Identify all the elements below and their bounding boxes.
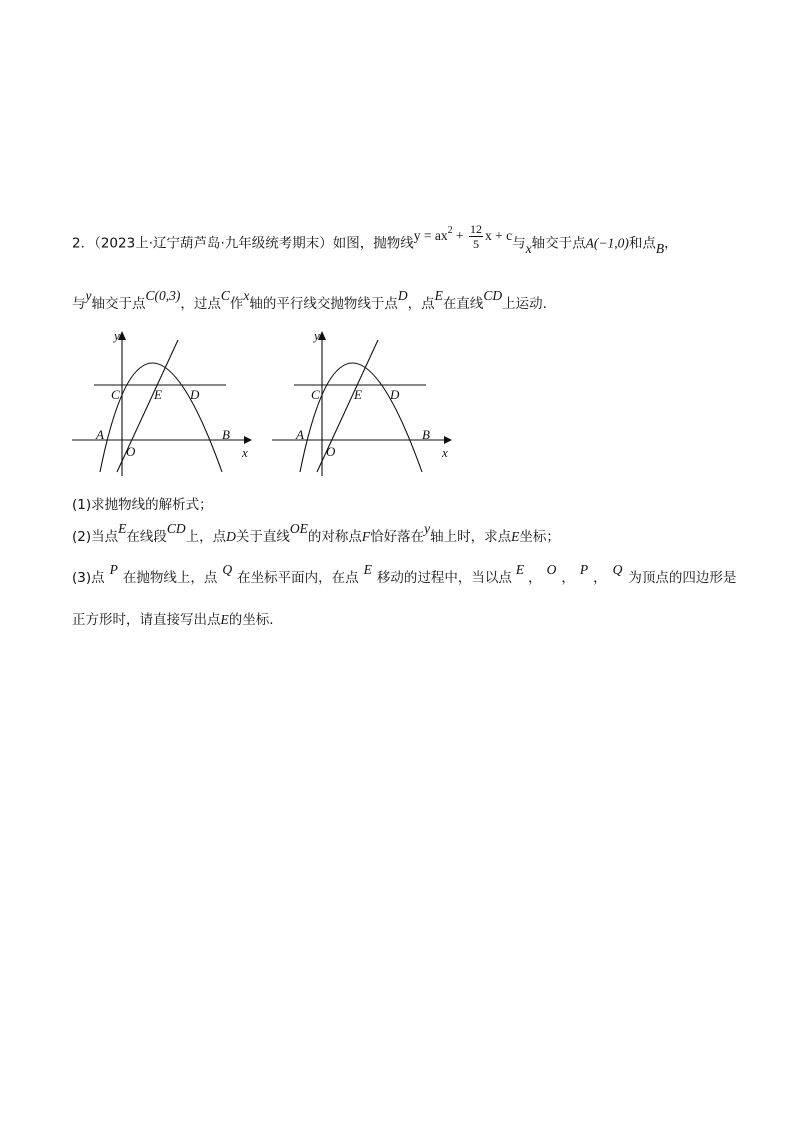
label-b: B (222, 427, 230, 442)
problem-line-2 (72, 288, 547, 312)
question-text: 关于直线 (235, 529, 290, 545)
math-q: Q (222, 562, 233, 577)
question-text: 的坐标. (228, 612, 274, 628)
question-text: (3)点 (72, 570, 105, 586)
label-o: O (126, 444, 136, 459)
label-y: y (314, 328, 320, 343)
point-a-coord: A(−1,0) (585, 235, 629, 251)
label-a: A (96, 427, 104, 442)
point-b: B (655, 240, 665, 256)
math-x: x (243, 288, 250, 303)
math-x: x (525, 240, 532, 256)
problem-text: 轴的平行线交抛物线于点 (249, 296, 398, 312)
math-c: C (220, 288, 230, 303)
separator: ， (593, 570, 607, 586)
problem-text: 与 (512, 235, 526, 252)
question-1-text: (1)求抛物线的解析式； (72, 497, 213, 513)
label-d: D (390, 387, 400, 402)
problem-text: 和点 (628, 235, 656, 252)
problem-number: 2． (72, 235, 95, 252)
math-oe: OE (289, 521, 308, 536)
eq-plus: + (452, 227, 468, 243)
figure-left (68, 322, 268, 482)
problem-source: （2023上·辽宁葫芦岛·九年级统考期末） (94, 235, 333, 252)
math-e: E (434, 288, 443, 303)
problem-text: ，点 (407, 296, 435, 312)
problem-line-1 (72, 222, 678, 259)
problem-text: 轴交于点 (531, 235, 586, 252)
equation (413, 222, 513, 251)
question-text: 移动的过程中，当以点 (376, 570, 512, 586)
eq-exponent: 2 (447, 224, 453, 236)
label-c: C (111, 387, 120, 402)
separator: ， (561, 570, 575, 586)
problem-text: 上运动. (502, 296, 547, 312)
question-3-continued (72, 608, 274, 628)
math-p: P (109, 562, 118, 577)
label-e: E (154, 387, 162, 402)
question-text: 在抛物线上，点 (122, 570, 218, 586)
math-d: D (226, 529, 236, 544)
label-y: y (114, 328, 120, 343)
label-e: E (354, 387, 362, 402)
math-o: O (546, 562, 557, 577)
eq-fraction (469, 222, 483, 251)
question-3 (72, 562, 737, 586)
question-text: 轴上时，求点 (430, 529, 512, 545)
point-c-coord: C(0,3) (145, 288, 181, 303)
math-p: P (579, 562, 589, 577)
eq-lhs: y = ax (413, 227, 448, 243)
question-text: 正方形时，请直接写出点 (72, 612, 221, 628)
label-x: x (442, 445, 448, 460)
problem-text: 作 (229, 296, 244, 312)
math-q: Q (612, 562, 623, 577)
question-text: 恰好落在 (370, 529, 425, 545)
parabola-curve (300, 363, 422, 472)
math-e: E (363, 562, 372, 577)
math-e: E (515, 562, 525, 577)
figure-right (268, 322, 468, 482)
label-c: C (311, 387, 320, 402)
math-y: y (424, 521, 431, 536)
question-text: (2)当点 (72, 529, 119, 545)
question-text: 在坐标平面内，在点 (237, 570, 359, 586)
problem-text: ，过点 (180, 296, 221, 312)
label-a: A (296, 427, 304, 442)
separator: ， (528, 570, 542, 586)
question-1 (72, 493, 213, 513)
question-text: 在线段 (126, 529, 167, 545)
math-cd: CD (483, 288, 503, 303)
math-f: F (361, 529, 371, 544)
question-2 (72, 521, 560, 545)
math-e: E (118, 521, 127, 536)
label-d: D (190, 387, 200, 402)
math-d: D (397, 288, 408, 303)
problem-text: 轴交于点 (91, 296, 146, 312)
question-text: 上，点 (185, 529, 227, 545)
problem-text: ， (664, 235, 678, 252)
question-text: 为顶点的四边形是 (628, 570, 737, 586)
math-cd: CD (166, 521, 186, 536)
problem-text: 在直线 (442, 296, 484, 312)
frac-numerator: 12 (470, 222, 483, 236)
question-text: 的对称点 (307, 529, 362, 545)
label-x: x (242, 445, 248, 460)
math-e: E (511, 529, 520, 544)
math-y: y (85, 288, 92, 303)
label-b: B (422, 427, 430, 442)
math-e: E (220, 612, 229, 627)
label-o: O (326, 444, 336, 459)
eq-rhs: x + c (485, 227, 513, 243)
problem-text: 如图，抛物线 (332, 235, 414, 252)
parabola-curve (100, 363, 222, 472)
problem-text: 与 (72, 296, 86, 312)
question-text: 坐标； (519, 529, 560, 545)
x-axis-arrow (444, 436, 452, 444)
frac-denominator: 5 (473, 237, 480, 251)
x-axis-arrow (244, 436, 252, 444)
